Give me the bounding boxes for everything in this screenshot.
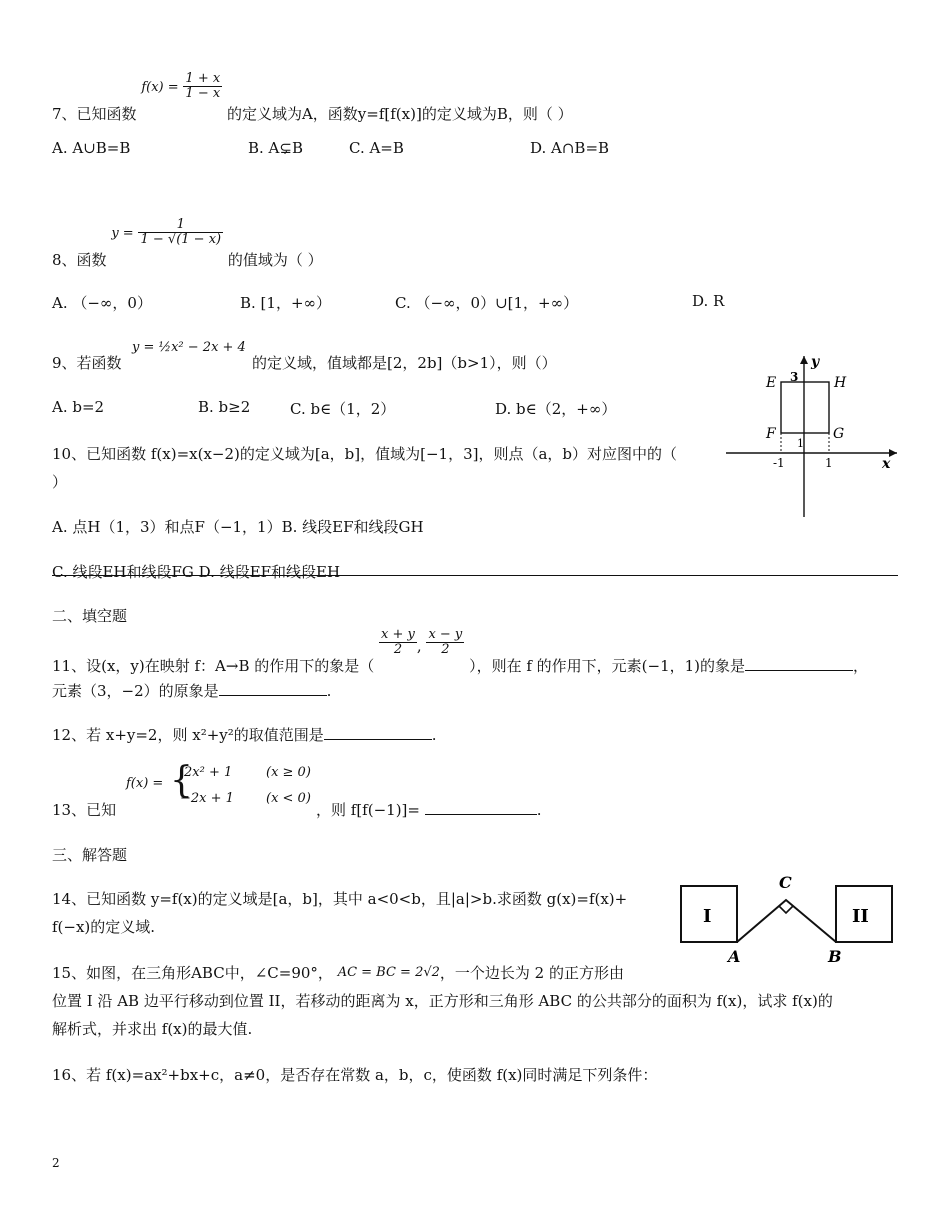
q9-suffix: 的定义域，值域都是[2，2b]（b>1），则（） [252,354,557,372]
label-h: H [834,375,847,391]
q9-formula: y = ½x² − 2x + 4 [132,340,246,355]
q13-fx: f(x) = [126,776,164,791]
q7-option-b: B. A⊊B [248,139,303,157]
q15-line2: 位置 I 沿 AB 边平行移动到位置 II，若移动的距离为 x，正方形和三角形 ABC 的公共部分的面积为 f(x)，试求 f(x)的 [52,992,833,1010]
label-e: E [766,375,777,391]
q7-fx: f(x) = [141,79,179,95]
q10-options-ab: A. 点H（1，3）和点F（−1，1）B. 线段EF和线段GH [52,518,424,536]
q8-option-b: B. [1，+∞） [240,294,332,312]
q13-cond1: (x ≥ 0) [266,765,311,780]
q7-stem: 7、已知函数 f(x) = $\frac{1 + x}{1 - x}$ 的定义域为A，函数y=f[f(x)]的定义域为B，则（ ） [52,71,573,123]
y-axis-arrow [800,356,808,364]
q13-cond2: (x < 0) [266,791,311,806]
label-i: I [703,906,712,927]
q9-prefix: 9、若函数 [52,354,122,372]
label-b: B [828,947,842,966]
q11-stem: 11、设(x，y)在映射 f：A→B 的作用下的象是（ $\frac{x + y}{2}$ , $\frac{x - y}{2}$ ），则在 f 的作用下，元素(−1，1)的象是 ， [52,627,869,675]
tick-neg1: -1 [773,456,785,470]
q9-option-a: A. b=2 [52,398,105,416]
q10-line2: ） [52,473,68,491]
label-y: y [811,354,820,370]
rectangle-efgh [781,382,829,433]
label-x: x [882,456,891,472]
q9-option-c: C. b∈（1，2） [290,400,396,418]
tick-3: 3 [790,370,799,384]
q13-suffix: ，则 f[f(−1)]= . [316,801,542,819]
q7-option-d: D. A∩B=B [530,139,610,157]
label-g: G [833,426,845,442]
q14-line1: 14、已知函数 y=f(x)的定义域是[a，b]，其中 a<0<b，且|a|>b.求函数 g(x)=f(x)+ [52,890,628,908]
q15-formula: AC = BC = 2√2 [337,965,440,980]
q8-fraction: $\frac{1}{1 - √(1 - x)}$ [140,217,222,248]
q10-line1: 10、已知函数 f(x)=x(x−2)的定义域为[a，b]，值域为[−1，3]，则点（a，b）对应图中的（ [52,445,678,463]
q7-option-a: A. A∪B=B [52,139,131,157]
q10-coordinate-graph [722,352,902,522]
q9-option-d: D. b∈（2，+∞） [495,400,617,418]
q11-fraction-1: $\frac{x + y}{2}$ [381,627,415,658]
q13-case1: 2x² + 1 [184,765,233,780]
q8-stem: 8、函数 y = $\frac{1}{1 - √(1 - x)}$ 的值域为（ ） [52,217,323,269]
label-c: C [779,873,792,892]
q13-blank[interactable] [425,814,537,815]
q13-case2: −2x + 1 [180,791,234,806]
q11-line2: 元素（3，−2）的原象是 . [52,682,332,700]
section-divider [52,575,898,576]
q7-fraction: $\frac{1 + x}{1 - x}$ [185,71,221,102]
q11-blank-2[interactable] [219,695,327,696]
page-number: 2 [52,1156,60,1170]
q8-option-c: C. （−∞，0）∪[1，+∞） [395,294,579,312]
q8-option-a: A. （−∞，0） [52,294,152,312]
q8-option-d: D. R [692,292,725,310]
q12-stem: 12、若 x+y=2，则 x²+y²的取值范围是 . [52,726,437,744]
q9-option-b: B. b≥2 [198,398,251,416]
tick-1-y: 1 [797,437,804,450]
triangle-abc [737,900,836,942]
q14-line2: f(−x)的定义域. [52,918,156,936]
section2-heading: 二、填空题 [52,607,128,625]
label-f: F [766,426,776,442]
q15-line3: 解析式，并求出 f(x)的最大值. [52,1020,253,1038]
right-angle-mark [779,906,793,913]
section3-heading: 三、解答题 [52,846,128,864]
label-a: A [728,947,741,966]
q15-figure [676,866,898,970]
q7-option-c: C. A=B [349,139,404,157]
tick-1-x: 1 [825,456,833,470]
q16-stem: 16、若 f(x)=ax²+bx+c，a≠0，是否存在常数 a，b，c，使函数 f(x)同时满足下列条件： [52,1066,658,1084]
q10-options-cd: C. 线段EH和线段FG D. 线段EF和线段EH [52,563,341,581]
q11-fraction-2: $\frac{x - y}{2}$ [428,627,463,658]
q11-blank-1[interactable] [745,670,853,671]
label-ii: II [852,906,869,927]
q15-line1: 15、如图，在三角形ABC中，∠C=90°， AC = BC = 2√2，一个边长为 2 的正方形由 [52,964,624,982]
q13-prefix: 13、已知 [52,801,117,819]
q12-blank[interactable] [324,739,432,740]
q13-brace: { [170,760,193,801]
